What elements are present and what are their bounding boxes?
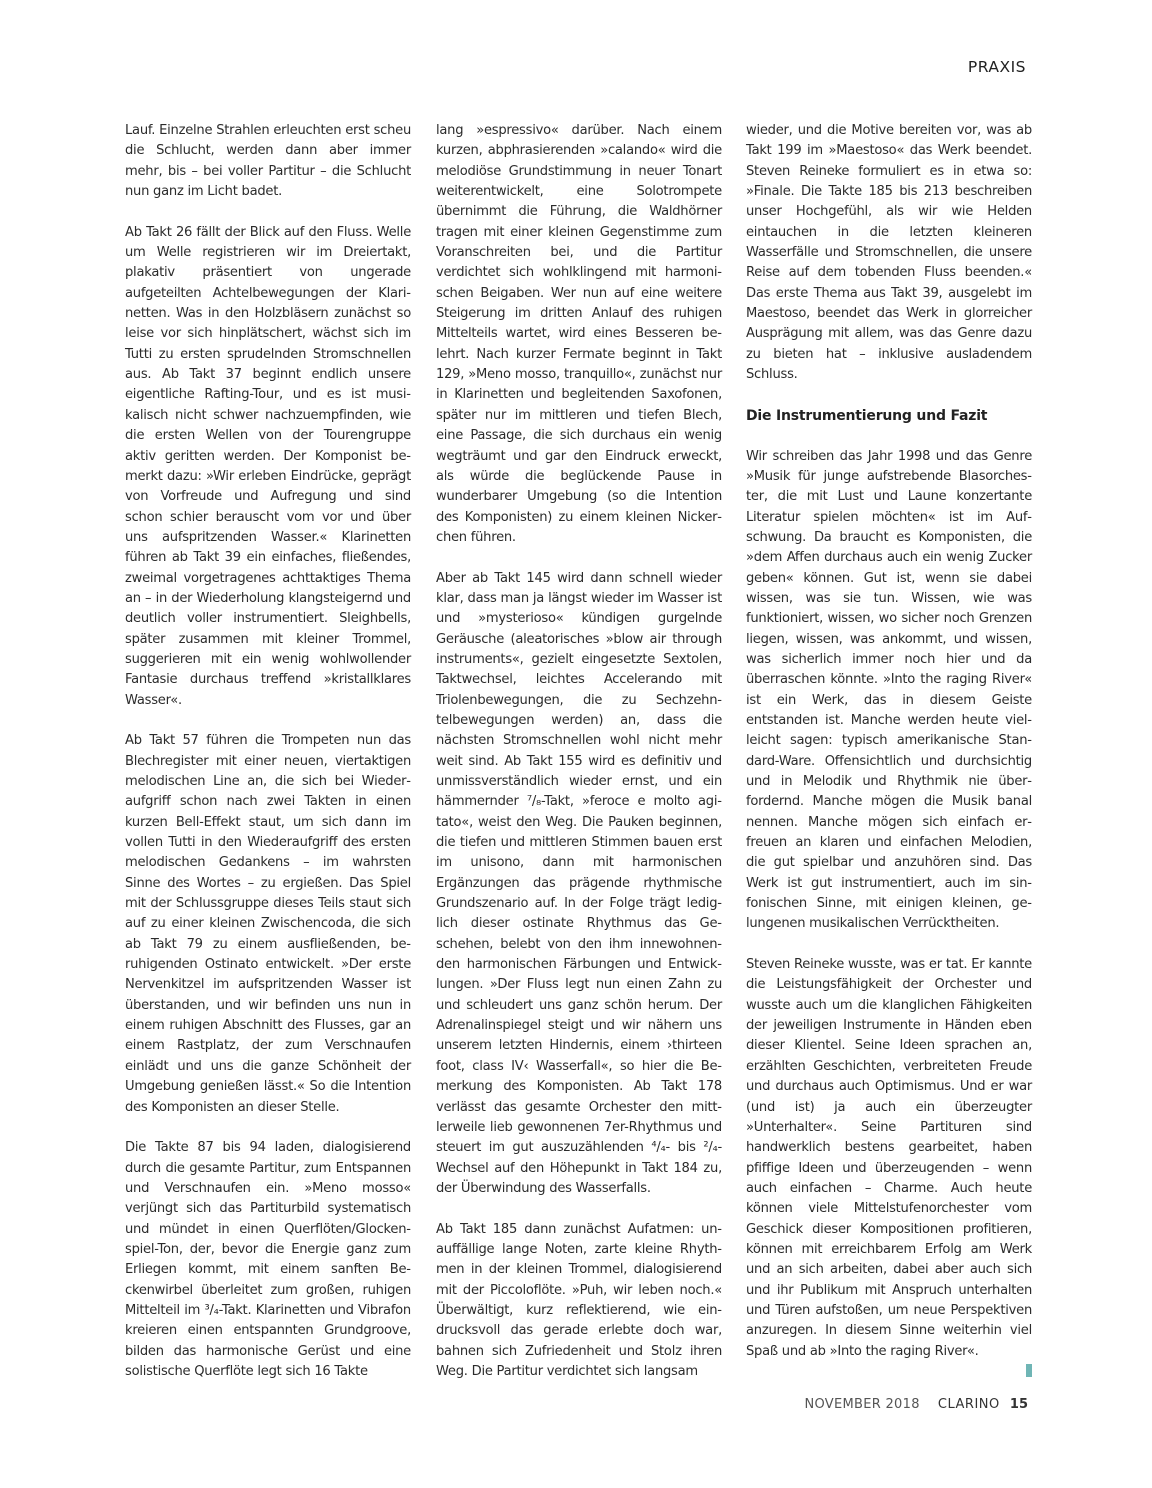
paragraph: Lauf. Einzelne Strahlen erleuchten erst scheu die Schlucht, werden dann aber immer mehr, bis – bei voller Partitur – die Schlucht nun ganz im Licht badet. (125, 123, 411, 200)
page-footer (804, 1397, 1028, 1412)
paragraph: Wir schreiben das Jahr 1998 und das Genre »Musik für junge aufstrebende Blasorchester, die mit Lust und Laune konzertante Literatur spielen möchten« ist im Aufschwung. Da braucht es Komponisten, die »dem Affen durchaus auch ein wenig Zucker geben« können. Gut ist, wenn sie dabei wissen, was sie tun. Wissen, wie was funktioniert, wissen, wo sicher noch Grenzen liegen, wissen, was ankommt, und wissen, was sicherlich immer noch hier und da überraschen könnte. »Into the raging River« ist ein Werk, das in diesem Geiste entstanden ist. Manche werden heute vielleicht sagen: typisch amerikanische Standard-Ware. Offensichtlich und durchsichtig und in Melodik und Rhythmik nie überfordernd. Manche mögen die Musik banal nennen. Manche mögen sich einfach erfreuen an klaren und einfachen Melodien, die gut spielbar und anzuhören sind. Das Werk ist gut instrumentiert, auch im sinfonischen Sinne, mit einigen kleinen, gelungenen musikalischen Verrücktheiten. (746, 448, 1032, 932)
subheading: Die Instrumentierung und Fazit (746, 407, 988, 424)
article-column-2 (436, 121, 722, 1403)
paragraph: Aber ab Takt 145 wird dann schnell wieder klar, dass man ja längst wieder im Wasser ist und »mysterioso« kündigen gurgelnde Geräusche (aleatorisches »blow air through instruments«, gezielt eingesetzte Sextolen, Taktwechsel, leichtes Accelerando mit Triolenbewegungen, die zu Sechzehntelbewegungen werden) an, dass die nächsten Stromschnellen wohl nicht mehr weit sind. Ab Takt 155 wird es definitiv und unmissverständlich wieder ernst, und ein hämmernder ⁷/₈-Takt, »feroce e molto agitato«, weist den Weg. Die Pauken beginnen, die tiefen und mittleren Stimmen bauen erst im unisono, dann mit harmonischen Ergänzungen das prägende rhythmische Grundszenario auf. In der Folge trägt lediglich dieser ostinate Rhythmus das Geschehen, belebt von den ihm innewohnenden harmonischen Färbungen und Entwicklungen. »Der Fluss legt nun einen Zahn zu und schleudert uns ganz schön herum. Der Adrenalinspiegel steigt und wir nähern uns unserem letzten Hindernis, einem ›thirteen foot, class IV‹ Wasserfall«, so hier die Bemerkung des Komponisten. Ab Takt 178 verlässt das gesamte Orchester den mittlerweile lieb gewonnenen 7er-Rhythmus und steuert im gut auszuzählenden ⁴/₄- bis ²/₄-Wechsel auf den Höhepunkt in Takt 184 zu, der Überwindung des Wasserfalls. (436, 570, 722, 1196)
paragraph: wieder, und die Motive bereiten vor, was ab Takt 199 im »Maestoso« das Werk beendet. Steven Reineke formuliert es in etwa so: »Finale. Die Takte 185 bis 213 beschreiben unser Hochgefühl, als wir wie Helden eintauchen in die letzten kleineren Wasserfälle und Stromschnellen, die unsere Reise auf dem tobenden Fluss beenden.« Das erste Thema aus Takt 39, ausgelebt im Maestoso, beendet das Werk in glorreicher Ausprägung mit allem, was das Genre dazu zu bieten hat – inklusive ausladendem Schluss. (746, 123, 1032, 383)
paragraph: Ab Takt 26 fällt der Blick auf den Fluss. Welle um Welle registrieren wir im Dreiertakt, plakativ präsentiert von ungerade aufgeteilten Achtelbewegungen der Klarinetten. Was in den Holzbläsern zunächst so leise vor sich hinplätschert, wächst sich im Tutti zu ersten sprudelnden Stromschnellen aus. Ab Takt 37 beginnt endlich unsere eigentliche Rafting-Tour, und es ist musikalisch nicht schwer nachzuempfinden, wie die ersten Wellen von der Tourengruppe aktiv geritten werden. Der Komponist bemerkt dazu: »Wir erleben Eindrücke, geprägt von Vorfreude und Aufregung und sind schon schier berauscht vom vor und über uns aufspritzenden Wasser.« Klarinetten führen ab Takt 39 ein einfaches, fließendes, zweimal vorgetragenes achttaktiges Thema an – in der Wiederholung klangsteigernd und deutlich voller instrumentiert. Sleighbells, später zusammen mit kleiner Trommel, suggerieren mit ein wenig wohlwollender Fantasie durchaus treffend »kristallklares Wasser«. (125, 224, 411, 708)
paragraph: lang »espressivo« darüber. Nach einem kurzen, abphrasierenden »calando« wird die melodiöse Grundstimmung in neuer Tonart weiterentwickelt, eine Solotrompete übernimmt die Führung, die Waldhörner tragen mit einer kleinen Gegenstimme zum Voranschreiten bei, und die Partitur verdichtet sich wohlklingend mit harmonischen Beigaben. Wer nun auf eine weitere Steigerung im dritten Anlauf des ruhigen Mittelteils wartet, wird eines Besseren belehrt. Nach kurzer Fermate beginnt in Takt 129, »Meno mosso, tranquillo«, zunächst nur in Klarinetten und begleitenden Saxofonen, später nur im mittleren und tiefen Blech, eine Passage, die sich durchaus ein wenig wegträumt und gar den Eindruck erweckt, als würde die beglückende Pause in wunderbarer Umgebung (so die Intention des Komponisten) zu einem kleinen Nickerchen führen. (436, 123, 722, 545)
end-of-article-mark-icon (1026, 1364, 1032, 1377)
paragraph: Die Takte 87 bis 94 laden, dialogisierend durch die gesamte Partitur, zum Entspannen und Verschnaufen ein. »Meno mosso« verjüngt sich das Partiturbild systematisch und mündet in einen Querflöten/Glockenspiel-Ton, der, bevor die Energie ganz zum Erliegen kommt, mit einem sanften Beckenwirbel überleitet zum großen, ruhigen Mittelteil im ³/₄-Takt. Klarinetten und Vibrafon kreieren einen entspannten Grundgroove, bilden das harmonische Gerüst und eine solistische Querflöte legt sich 16 Takte (125, 1140, 411, 1379)
page-number: 15 (1009, 1397, 1028, 1412)
magazine-name: CLARINO (937, 1397, 1000, 1412)
issue-date: NOVEMBER 2018 (804, 1397, 920, 1412)
article-column-1 (125, 121, 411, 1403)
section-label: PRAXIS (967, 58, 1026, 76)
paragraph-final (746, 955, 1032, 1362)
article-column-3 (746, 121, 1032, 1382)
paragraph-text: Steven Reineke wusste, was er tat. Er kannte die Leistungsfähigkeit der Orchester und wusste auch um die klanglichen Fähigkeiten der jeweiligen Instrumente in Händen eben dieser Klientel. Seine Ideen sprachen an, erzählten Geschichten, verbreiteten Freude und durchaus auch Optimismus. Und er war (und ist) ja auch ein überzeugter »Unterhalter«. Seine Partituren sind handwerklich bestens gearbeitet, haben pfiffige Ideen und überzeugenden – wenn auch einfachen – Charme. Auch heute können viele Mittelstufenorchester vom Geschick dieser Kompositionen profitieren, können mit erreichbarem Erfolg am Werk und an sich arbeiten, dabei aber auch sich und ihr Publikum mit Anspruch unterhalten und Türen aufstoßen, um neue Perspektiven anzuregen. In diesem Sinne weiterhin viel Spaß und ab »Into the raging River«. (746, 957, 1032, 1359)
paragraph: Ab Takt 185 dann zunächst Aufatmen: unauffällige lange Noten, zarte kleine Rhythmen in der kleinen Trommel, dialogisierend mit der Piccoloflöte. »Puh, wir leben noch.« Überwältigt, kurz reflektierend, wie eindrucksvoll das gerade erlebte doch war, bahnen sich Zufriedenheit und Stolz ihren Weg. Die Partitur verdichtet sich langsam (436, 1221, 722, 1379)
paragraph: Ab Takt 57 führen die Trompeten nun das Blechregister mit einer neuen, viertaktigen melodischen Line an, die sich bei Wiederaufgriff schon nach zwei Takten in einen kurzen Bell-Effekt staut, um sich dann im vollen Tutti in den Wiederaufgriff des ersten melodischen Gedankens – im wahrsten Sinne des Wortes – zu ergießen. Das Spiel mit der Schlussgruppe dieses Teils staut sich auf zu einer kleinen Zwischencoda, die sich ab Takt 79 zu einem ausfließenden, beruhigenden Ostinato entwickelt. »Der erste Nervenkitzel im aufspritzenden Wasser ist überstanden, und wir befinden uns nun in einem ruhigen Abschnitt des Flusses, gar an einem Rastplatz, der zum Verschnaufen einlädt und uns die ganze Schönheit der Umgebung genießen lässt.« So die Intention des Komponisten an dieser Stelle. (125, 733, 411, 1115)
